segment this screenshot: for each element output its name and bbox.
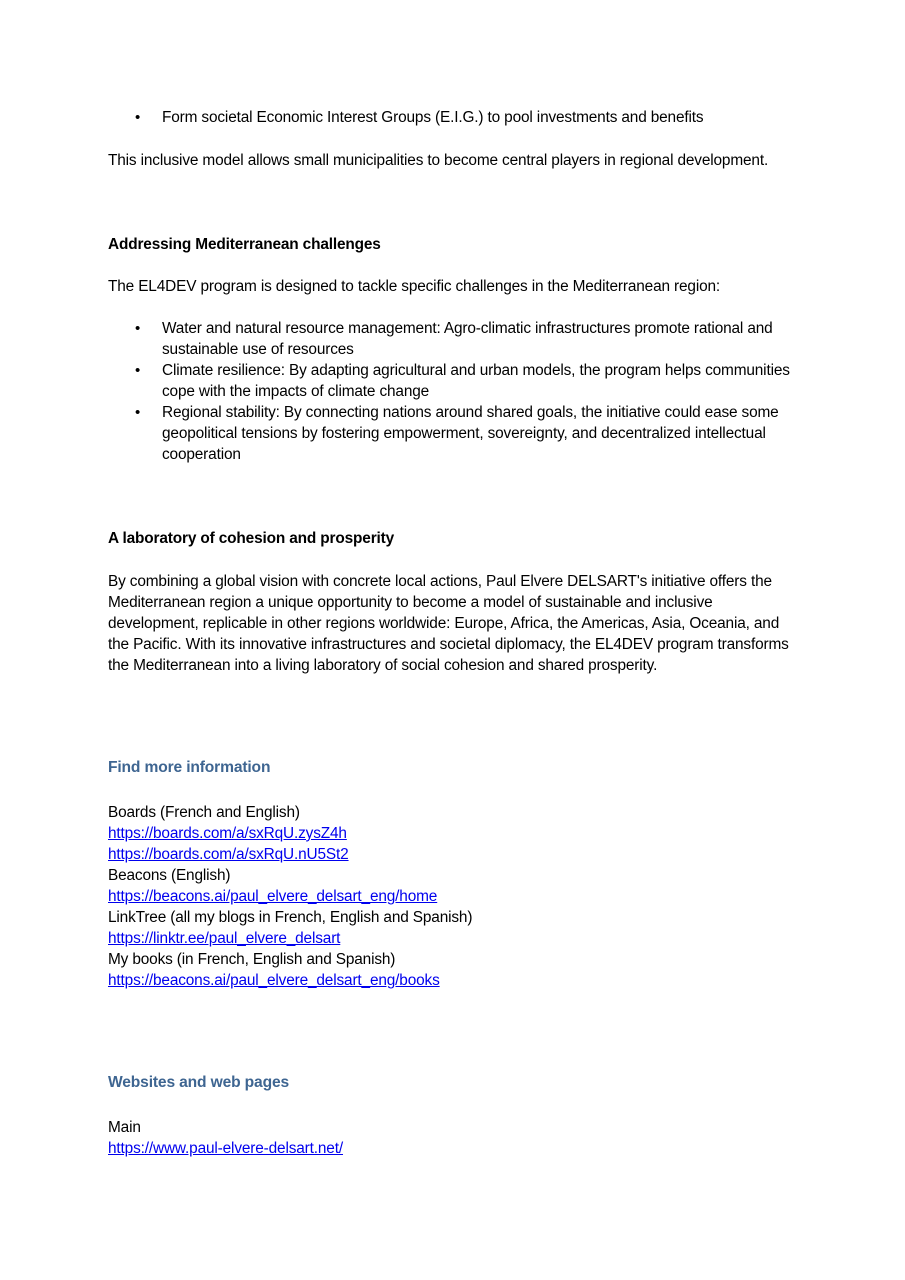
boards-label: Boards (French and English) (108, 804, 300, 821)
list-item-text: Climate resilience: By adapting agricultural and urban models, the program helps communities cope with the impacts of climate change (162, 362, 790, 400)
main-site-label: Main (108, 1119, 141, 1136)
websites-heading: Websites and web pages (108, 1074, 289, 1091)
laboratory-heading: A laboratory of cohesion and prosperity (108, 530, 395, 547)
websites-links-block (108, 1117, 798, 1159)
list-item (108, 360, 798, 402)
info-heading: Find more information (108, 759, 271, 776)
challenges-intro: The EL4DEV program is designed to tackle specific challenges in the Mediterranean region: (108, 278, 721, 295)
challenges-heading-block (108, 234, 798, 255)
list-item-text: Form societal Economic Interest Groups (E.I.G.) to pool investments and benefits (162, 109, 704, 126)
info-links-block (108, 802, 798, 991)
list-item (108, 318, 798, 360)
linktree-link[interactable]: https://linktr.ee/paul_elvere_delsart (108, 930, 341, 947)
list-item (108, 402, 798, 465)
boards-link-2[interactable]: https://boards.com/a/sxRqU.nU5St2 (108, 846, 349, 863)
books-label: My books (in French, English and Spanish) (108, 951, 396, 968)
top-bullet-list (108, 107, 798, 128)
laboratory-body-block (108, 571, 792, 676)
challenges-heading: Addressing Mediterranean challenges (108, 236, 381, 253)
bullet-icon: • (135, 404, 141, 421)
challenges-intro-block (108, 276, 798, 297)
main-site-link[interactable]: https://www.paul-elvere-delsart.net/ (108, 1140, 343, 1157)
beacons-link[interactable]: https://beacons.ai/paul_elvere_delsart_eng/home (108, 888, 438, 905)
bullet-icon: • (135, 109, 141, 126)
linktree-label: LinkTree (all my blogs in French, English and Spanish) (108, 909, 473, 926)
challenges-list (108, 318, 798, 465)
boards-link-1[interactable]: https://boards.com/a/sxRqU.zysZ4h (108, 825, 347, 842)
list-item-text: Water and natural resource management: Agro-climatic infrastructures promote rational and sustainable use of resources (162, 320, 773, 358)
bullet-icon: • (135, 362, 141, 379)
list-item-text: Regional stability: By connecting nations around shared goals, the initiative could ease some geopolitical tensions by fostering empowerment, sovereignty, and decentralized intellectual cooperation (162, 404, 779, 463)
websites-heading-block (108, 1072, 798, 1093)
books-link[interactable]: https://beacons.ai/paul_elvere_delsart_eng/books (108, 972, 440, 989)
info-heading-block (108, 757, 798, 778)
laboratory-heading-block (108, 528, 798, 549)
intro-paragraph: This inclusive model allows small municipalities to become central players in regional development. (108, 152, 769, 169)
bullet-icon: • (135, 320, 141, 337)
beacons-label: Beacons (English) (108, 867, 231, 884)
intro-paragraph-block (108, 150, 798, 171)
list-item (108, 107, 798, 128)
laboratory-body: By combining a global vision with concrete local actions, Paul Elvere DELSART's initiative offers the Mediterranean region a unique opportunity to become a model of sustainable and inclusive development, replicable in other regions worldwide: Europe, Africa, the Americas, Asia, Oceania, and the Pacific. With its innovative infrastructures and societal diplomacy, the EL4DEV program transforms the Mediterranean into a living laboratory of social cohesion and shared prosperity. (108, 573, 789, 674)
